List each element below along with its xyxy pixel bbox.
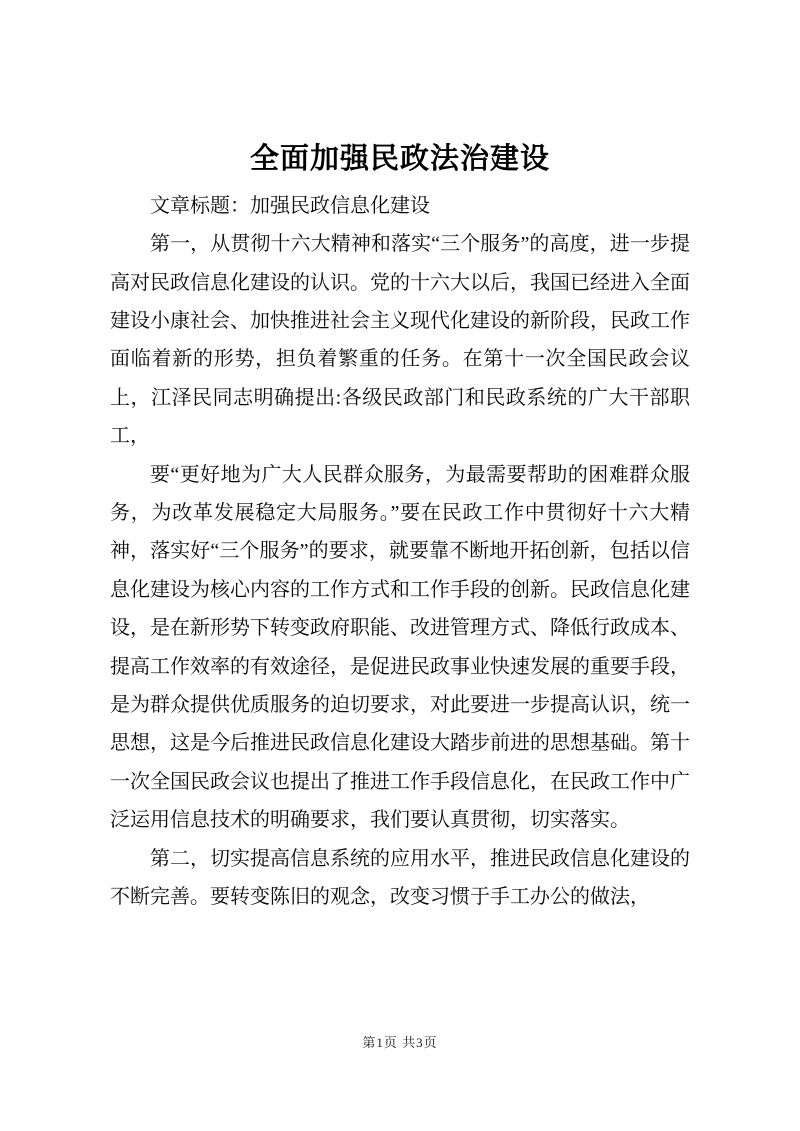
paragraph-quote-and-discussion: 要“更好地为广大人民群众服务，为最需要帮助的困难群众服务，为改革发展稳定大局服务。”要在民政工作中贯彻好十六大精神，落实好“三个服务”的要求，就要靠不断地开拓创新，包括以信息化建设为核心内容的工作方式和工作手段的创新。民政信息化建设，是在新形势下转变政府职能、改进管理方式、降低行政成本、提高工作效率的有效途径，是促进民政事业快速发展的重要手段，是为群众提供优质服务的迫切要求，对此要进一步提高认识，统一思想，这是今后推进民政信息化建设大踏步前进的思想基础。第十一次全国民政会议也提出了推进工作手段信息化，在民政工作中广泛运用信息技术的明确要求，我们要认真贯彻，切实落实。	[110, 463, 690, 832]
document-body	[110, 187, 690, 917]
paragraph-second-point: 第二，切实提高信息系统的应用水平，推进民政信息化建设的不断完善。要转变陈旧的观念，改变习惯于手工办公的做法，	[110, 847, 690, 909]
page-footer	[0, 1032, 800, 1051]
paragraph-article-subtitle: 文章标题：加强民政信息化建设	[150, 194, 430, 217]
document-title: 全面加强民政法治建设	[249, 143, 550, 175]
page-number-indicator: 第1页 共3页	[362, 1035, 438, 1050]
paragraph-first-point: 第一，从贯彻十六大精神和落实“三个服务”的高度，进一步提高对民政信息化建设的认识。党的十六大以后，我国已经进入全面建设小康社会、加快推进社会主义现代化建设的新阶段，民政工作面临着新的形势，担负着繁重的任务。在第十一次全国民政会议上，江泽民同志明确提出:各级民政部门和民政系统的广大干部职工，	[110, 233, 690, 448]
